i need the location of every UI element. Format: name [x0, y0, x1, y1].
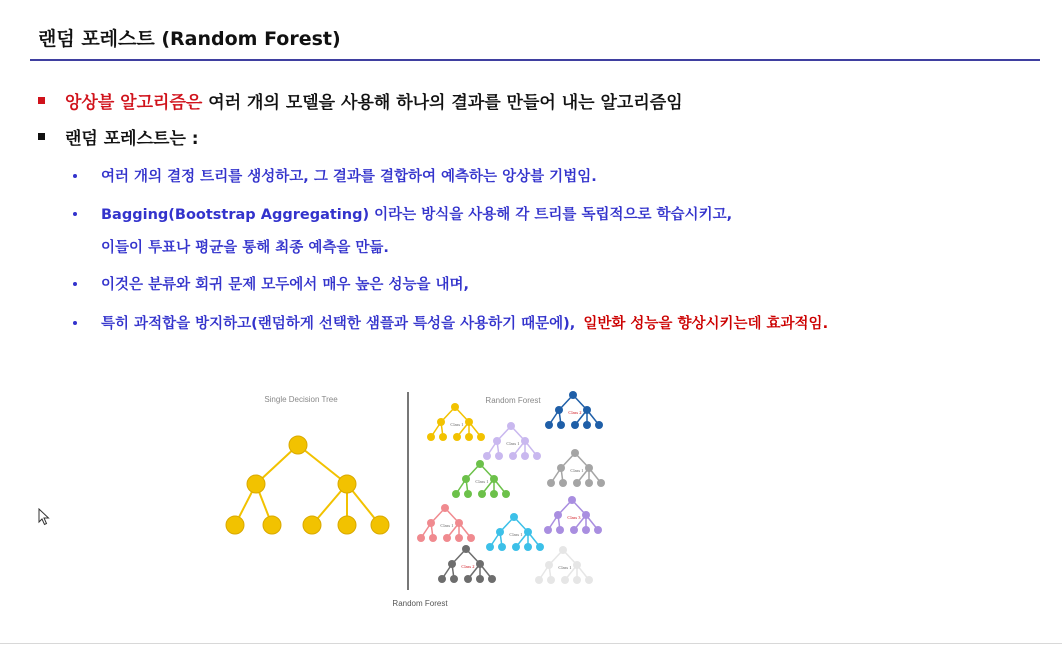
tree-node [371, 516, 389, 534]
sub-bullet-2-text: Bagging(Bootstrap Aggregating) 이라는 방식을 사용해 각 트리를 독립적으로 학습시키고, [101, 207, 733, 223]
forest-tree [452, 460, 510, 498]
class-label: Class 1 [509, 532, 523, 537]
mouse-cursor-icon [38, 508, 50, 530]
tree-node [495, 452, 503, 460]
bullet-square-icon [38, 97, 45, 104]
random-forest-figure [218, 350, 630, 612]
tree-node [437, 418, 445, 426]
forest-title: Random Forest [485, 396, 541, 405]
tree-node [573, 561, 581, 569]
forest-tree [486, 513, 544, 551]
tree-node [303, 516, 321, 534]
tree-node [417, 534, 425, 542]
tree-node [512, 543, 520, 551]
bullet-ensemble-text: 여러 개의 모델을 사용해 하나의 결과를 만들어 내는 알고리즘임 [208, 93, 683, 113]
tree-node [583, 421, 591, 429]
bullet-square-icon [38, 133, 45, 140]
tree-node [570, 526, 578, 534]
random-forest-diagram [218, 350, 630, 612]
tree-node [533, 452, 541, 460]
tree-node [496, 528, 504, 536]
tree-node [465, 433, 473, 441]
sub-bullet-1 [73, 165, 597, 186]
bullet-dot-icon [73, 282, 77, 286]
tree-node [557, 464, 565, 472]
tree-node [476, 460, 484, 468]
tree-node [568, 496, 576, 504]
sub-bullet-1-text: 여러 개의 결정 트리를 생성하고, 그 결과를 결합하여 예측하는 앙상블 기법임. [101, 169, 597, 185]
tree-node [226, 516, 244, 534]
title-divider [30, 59, 1040, 61]
tree-node [554, 511, 562, 519]
tree-node [476, 575, 484, 583]
tree-node [571, 421, 579, 429]
sub-bullet-4 [73, 312, 828, 333]
tree-node [595, 421, 603, 429]
forest-tree [483, 422, 541, 460]
tree-node [439, 433, 447, 441]
sub-bullet-4-highlight: 일반화 성능을 향상시키는데 효과적임. [583, 316, 829, 332]
tree-node [559, 479, 567, 487]
class-label: Class 2 [568, 410, 582, 415]
tree-node [429, 534, 437, 542]
tree-node [559, 546, 567, 554]
tree-node [493, 437, 501, 445]
tree-node [465, 418, 473, 426]
bullet-random-forest-text: 랜덤 포레스트는 : [65, 129, 199, 149]
sub-bullet-4-text: 특히 과적합을 방지하고(랜덤하게 선택한 샘플과 특성을 사용하기 때문에), [101, 316, 576, 332]
tree-node [455, 534, 463, 542]
class-label: Class 1 [450, 422, 464, 427]
bullet-random-forest [38, 124, 199, 149]
tree-node [483, 452, 491, 460]
class-label: Class 1 [558, 565, 572, 570]
tree-node [544, 526, 552, 534]
class-label: Class 2 [461, 564, 475, 569]
class-label: Class 1 [475, 479, 489, 484]
tree-node [452, 490, 460, 498]
tree-node [263, 516, 281, 534]
forest-tree [544, 496, 602, 534]
forest-tree [417, 504, 475, 542]
tree-node [597, 479, 605, 487]
tree-node [490, 475, 498, 483]
tree-node [450, 575, 458, 583]
tree-node [477, 433, 485, 441]
tree-node [453, 433, 461, 441]
tree-node [448, 560, 456, 568]
tree-node [594, 526, 602, 534]
forest-tree [438, 545, 496, 583]
tree-node [478, 490, 486, 498]
tree-node [573, 576, 581, 584]
tree-node [443, 534, 451, 542]
tree-node [524, 543, 532, 551]
tree-node [338, 516, 356, 534]
tree-node [462, 545, 470, 553]
tree-node [536, 543, 544, 551]
forest-tree [547, 449, 605, 487]
tree-node [582, 526, 590, 534]
bullet-ensemble [38, 88, 683, 113]
tree-node [476, 560, 484, 568]
tree-node [545, 421, 553, 429]
tree-node [583, 406, 591, 414]
class-label: Class 1 [506, 441, 520, 446]
tree-node [571, 449, 579, 457]
tree-node [510, 513, 518, 521]
tree-node [438, 575, 446, 583]
class-label: Class 1 [570, 468, 584, 473]
class-label: Class 1 [440, 523, 454, 528]
tree-node [545, 561, 553, 569]
bullet-dot-icon [73, 174, 77, 178]
tree-node [464, 490, 472, 498]
tree-node [455, 519, 463, 527]
tree-node [488, 575, 496, 583]
sub-bullet-2 [73, 203, 732, 224]
tree-node [507, 422, 515, 430]
tree-node [573, 479, 581, 487]
bullet-dot-icon [73, 212, 77, 216]
tree-node [289, 436, 307, 454]
forest-tree [535, 546, 593, 584]
tree-node [561, 576, 569, 584]
tree-node [547, 479, 555, 487]
tree-node [427, 519, 435, 527]
tree-node [338, 475, 356, 493]
forest-tree [427, 403, 485, 441]
tree-node [585, 464, 593, 472]
tree-node [555, 406, 563, 414]
tree-node [462, 475, 470, 483]
class-label: Class 3 [567, 515, 581, 520]
tree-node [509, 452, 517, 460]
tree-node [486, 543, 494, 551]
single-tree-title: Single Decision Tree [264, 395, 338, 404]
sub-bullet-2-continuation: 이들이 투표나 평균을 통해 최종 예측을 만듦. [101, 240, 389, 256]
bottom-divider [0, 643, 1062, 644]
tree-node [441, 504, 449, 512]
slide-title: 랜덤 포레스트 (Random Forest) [38, 28, 341, 50]
tree-node [451, 403, 459, 411]
tree-node [582, 511, 590, 519]
tree-node [547, 576, 555, 584]
tree-node [569, 391, 577, 399]
bullet-dot-icon [73, 321, 77, 325]
tree-node [490, 490, 498, 498]
forest-trees [417, 391, 605, 584]
figure-caption: Random Forest [392, 599, 448, 608]
sub-bullet-3-text: 이것은 분류와 회귀 문제 모두에서 매우 높은 성능을 내며, [101, 277, 470, 293]
tree-node [521, 452, 529, 460]
tree-node [464, 575, 472, 583]
tree-node [502, 490, 510, 498]
tree-node [521, 437, 529, 445]
tree-node [585, 479, 593, 487]
bullet-ensemble-highlight: 앙상블 알고리즘은 [65, 93, 203, 113]
tree-node [498, 543, 506, 551]
tree-node [585, 576, 593, 584]
tree-node [557, 421, 565, 429]
tree-node [467, 534, 475, 542]
single-tree-nodes [226, 436, 389, 534]
tree-node [524, 528, 532, 536]
tree-node [247, 475, 265, 493]
tree-node [535, 576, 543, 584]
forest-tree [545, 391, 603, 429]
tree-node [556, 526, 564, 534]
tree-node [427, 433, 435, 441]
sub-bullet-3 [73, 273, 469, 294]
